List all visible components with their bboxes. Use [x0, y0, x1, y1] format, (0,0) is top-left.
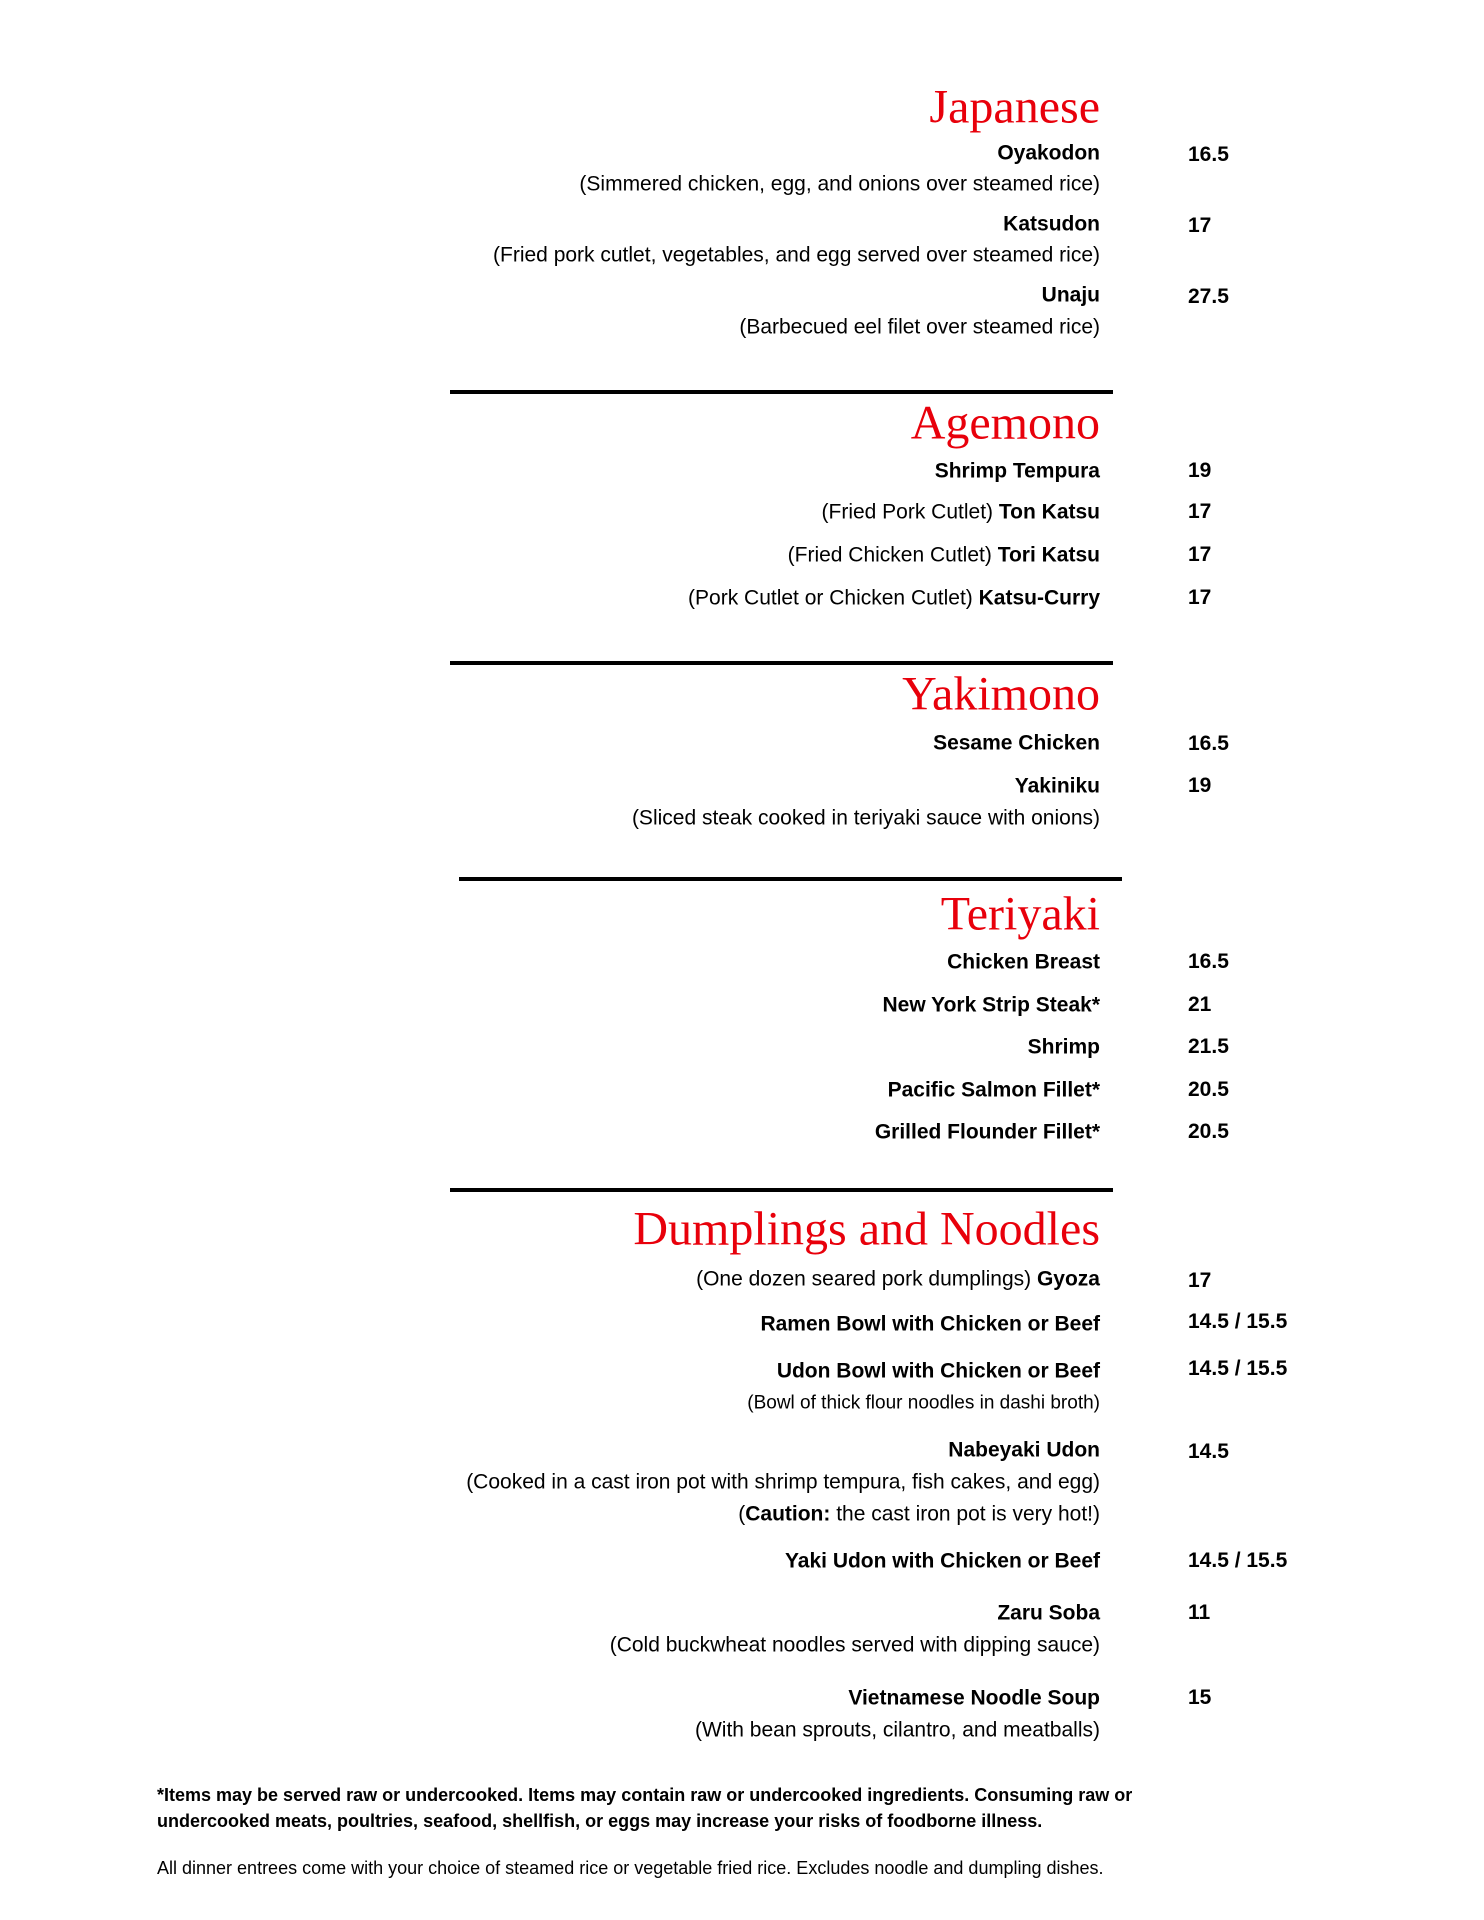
- section-divider: [450, 661, 1113, 665]
- menu-item-price: 16.5: [1188, 143, 1229, 166]
- menu-item-name: Oyakodon: [997, 141, 1100, 165]
- menu-item-name: Grilled Flounder Fillet*: [874, 1120, 1100, 1144]
- menu-item-desc: (Sliced steak cooked in teriyaki sauce with onions): [631, 806, 1100, 830]
- menu-item-name: Udon Bowl with Chicken or Beef: [776, 1359, 1100, 1383]
- raw-food-warning: *Items may be served raw or undercooked. Items may contain raw or undercooked ingredients. Consuming raw or undercooked meats, poultries, seafood, shellfish, or eggs may increase your risks of foodborne illness.: [157, 1785, 1133, 1832]
- menu-item-name: Pacific Salmon Fillet*: [887, 1078, 1100, 1102]
- menu-item-price: 27.5: [1188, 285, 1229, 308]
- caution-text: the cast iron pot is very hot!): [830, 1502, 1100, 1526]
- caution-open: (: [738, 1502, 746, 1526]
- menu-item-price: 11: [1188, 1601, 1211, 1624]
- menu-item-desc: (Fried Pork Cutlet): [821, 500, 994, 524]
- menu-item-price: 14.5 / 15.5: [1188, 1357, 1288, 1380]
- menu-item-price: 17: [1188, 543, 1212, 566]
- menu-item-price: 16.5: [1188, 950, 1229, 973]
- menu-item: [696, 1266, 1100, 1291]
- menu-item-name: Yakiniku: [1014, 774, 1100, 798]
- menu-item-price: 17: [1188, 500, 1212, 523]
- menu-item-price: 17: [1188, 586, 1212, 609]
- menu-item-price: 21.5: [1188, 1035, 1229, 1058]
- menu-item-price: 19: [1188, 774, 1212, 797]
- menu-item-price: 20.5: [1188, 1120, 1229, 1143]
- menu-item-name: Sesame Chicken: [933, 731, 1100, 755]
- caution-note: [738, 1501, 1100, 1526]
- menu-item-desc: (One dozen seared pork dumplings): [696, 1267, 1032, 1291]
- menu-item-desc: (With bean sprouts, cilantro, and meatballs): [694, 1718, 1100, 1742]
- section-title-yakimono: Yakimono: [902, 667, 1100, 721]
- menu-item-price: 14.5: [1188, 1440, 1229, 1463]
- menu-item-name: Shrimp Tempura: [934, 459, 1100, 483]
- menu-item-name: Zaru Soba: [997, 1601, 1100, 1625]
- menu-item-desc: (Bowl of thick flour noodles in dashi broth): [747, 1392, 1100, 1414]
- section-title-agemono: Agemono: [910, 396, 1100, 450]
- menu-item-desc: (Cold buckwheat noodles served with dipping sauce): [609, 1633, 1100, 1657]
- menu-item-name: Yaki Udon with Chicken or Beef: [784, 1549, 1100, 1573]
- menu-item-price: 17: [1188, 214, 1212, 237]
- menu-item-price: 14.5 / 15.5: [1188, 1549, 1288, 1572]
- menu-item-name: Chicken Breast: [947, 950, 1100, 974]
- menu-item-name: Ramen Bowl with Chicken or Beef: [760, 1312, 1100, 1336]
- entree-note: All dinner entrees come with your choice of steamed rice or vegetable fried rice. Excludes noodle and dumpling dishes.: [157, 1858, 1104, 1878]
- menu-item-desc: (Simmered chicken, egg, and onions over steamed rice): [579, 172, 1100, 196]
- menu-item-price: 16.5: [1188, 732, 1229, 755]
- menu-item-name: Unaju: [1041, 283, 1100, 307]
- menu-item-desc: (Fried Chicken Cutlet): [787, 543, 992, 567]
- menu-item-name: Tori Katsu: [997, 543, 1100, 567]
- section-title-teriyaki: Teriyaki: [940, 887, 1100, 941]
- menu-item-desc: (Barbecued eel filet over steamed rice): [739, 315, 1100, 339]
- section-divider: [450, 1188, 1113, 1192]
- menu-item-price: 20.5: [1188, 1078, 1229, 1101]
- section-title-japanese: Japanese: [929, 80, 1100, 134]
- menu-item-name: Gyoza: [1036, 1267, 1100, 1291]
- menu-item-name: Vietnamese Noodle Soup: [848, 1686, 1100, 1710]
- menu-item-name: Katsu-Curry: [978, 586, 1100, 610]
- caution-label: Caution:: [745, 1502, 831, 1526]
- menu-item-price: 19: [1188, 459, 1212, 482]
- menu-item-price: 15: [1188, 1686, 1212, 1709]
- section-divider: [450, 390, 1113, 394]
- menu-item-name: New York Strip Steak*: [882, 993, 1100, 1017]
- menu-item-desc: (Pork Cutlet or Chicken Cutlet): [688, 586, 973, 610]
- menu-item-name: Ton Katsu: [998, 500, 1100, 524]
- menu-item-desc: (Cooked in a cast iron pot with shrimp tempura, fish cakes, and egg): [466, 1470, 1100, 1494]
- menu-item-price: 14.5 / 15.5: [1188, 1310, 1288, 1333]
- menu-item-name: Katsudon: [1003, 212, 1100, 236]
- section-title-noodles: Dumplings and Noodles: [633, 1202, 1100, 1256]
- menu-item-name: Shrimp: [1027, 1035, 1100, 1059]
- menu-item: [822, 499, 1101, 524]
- menu-item-price: 17: [1188, 1269, 1212, 1292]
- menu-item-price: 21: [1188, 993, 1212, 1016]
- menu-item-name: Nabeyaki Udon: [948, 1438, 1100, 1462]
- menu-item-desc: (Fried pork cutlet, vegetables, and egg served over steamed rice): [493, 243, 1100, 267]
- menu-item: [688, 585, 1100, 610]
- menu-item: [788, 542, 1100, 567]
- section-divider: [459, 877, 1122, 881]
